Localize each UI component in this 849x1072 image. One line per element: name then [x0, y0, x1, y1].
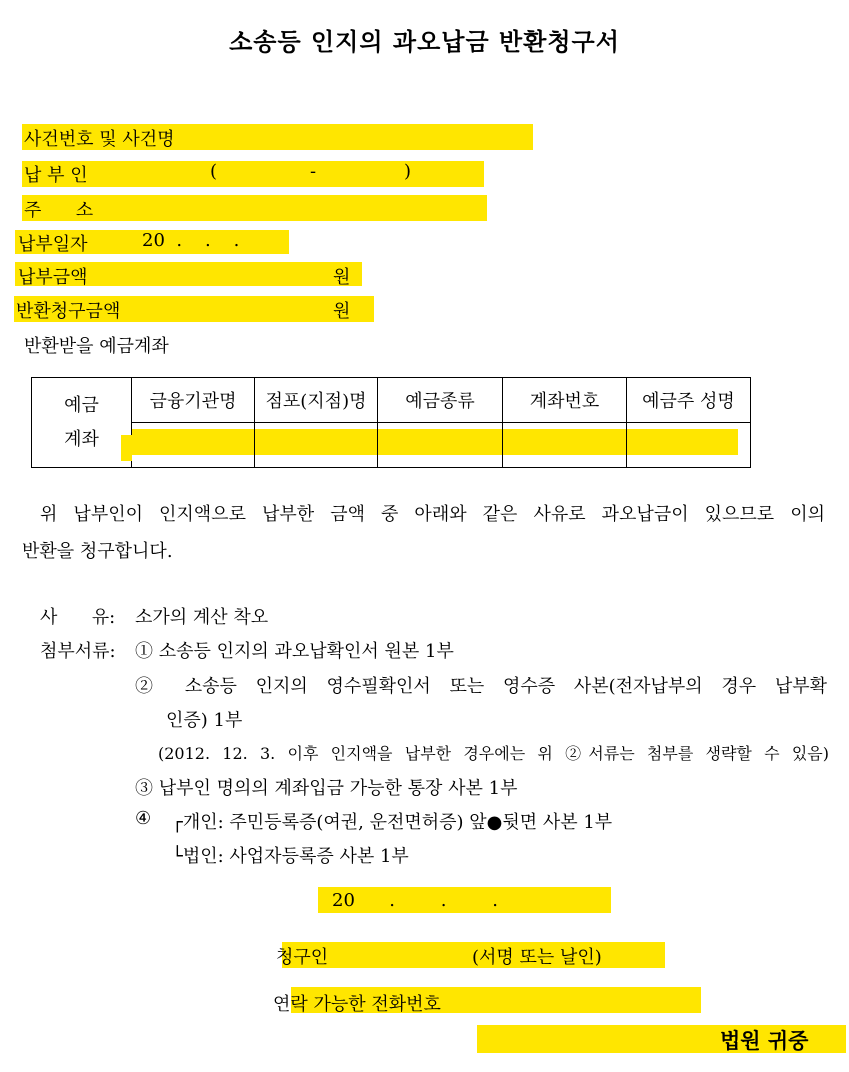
payer-highlight: [22, 161, 484, 187]
account-row-header-2: 계좌: [64, 428, 99, 450]
court-addressee: 법원 귀중: [720, 1029, 809, 1053]
account-row-header-1: 예금: [64, 394, 99, 416]
page-title: 소송등 인지의 과오납금 반환청구서: [229, 28, 620, 56]
attach-note: (2012. 12. 3. 이후 인지액을 납부한 경우에는 위 ②서류는 첨부를 생략할 수 있음): [158, 744, 829, 763]
case-label: 사건번호 및 사건명: [24, 129, 175, 150]
attach-label: 첨부서류:: [40, 641, 116, 662]
header-holder-name: 예금주 성명: [627, 378, 751, 423]
claimant-sign: (서명 또는 날인): [472, 947, 602, 968]
attach-item-4-individual: ┌개인: 주민등록증(여권, 운전면허증) 앞●뒷면 사본 1부: [172, 812, 613, 833]
header-account-number: 계좌번호: [503, 378, 627, 423]
cell-branch[interactable]: [255, 423, 378, 468]
date-field: 20 . . .: [332, 890, 498, 911]
pay-date-value: 20 . . .: [142, 230, 240, 251]
account-table: [31, 377, 751, 468]
address-label: 주 소: [24, 200, 94, 221]
attach-item-1: ① 소송등 인지의 과오납확인서 원본 1부: [135, 641, 454, 662]
account-row-highlight-lead: [121, 435, 132, 461]
attach-item-2-line-1: ② 소송등 인지의 영수필확인서 또는 영수증 사본(전자납부의 경우 납부확: [135, 676, 827, 697]
attach-item-2-line-2: 인증) 1부: [166, 710, 243, 731]
account-row-header: [32, 378, 132, 468]
cell-deposit-type[interactable]: [378, 423, 503, 468]
cell-account-number[interactable]: [503, 423, 627, 468]
account-intro: 반환받을 예금계좌: [24, 336, 169, 357]
attach-item-3: ③ 납부인 명의의 계좌입금 가능한 통장 사본 1부: [135, 778, 518, 799]
reason-label: 사 유:: [40, 607, 116, 628]
body-paragraph-line-2: 반환을 청구합니다.: [22, 541, 173, 562]
payer-paren-open: (: [210, 161, 218, 182]
cell-bank[interactable]: [132, 423, 255, 468]
reason-value: 소가의 계산 착오: [135, 607, 269, 628]
claimant-label: 청구인: [276, 947, 329, 968]
header-branch: 점포(지점)명: [255, 378, 378, 423]
phone-label: 연락 가능한 전화번호: [273, 994, 441, 1015]
refund-amount-label: 반환청구금액: [16, 301, 121, 322]
attach-item-4-corporate: └법인: 사업자등록증 사본 1부: [172, 846, 409, 867]
pay-amount-unit: 원: [333, 267, 351, 288]
body-paragraph-line-1: 위 납부인이 인지액으로 납부한 금액 중 아래와 같은 사유로 과오납금이 있으므로 이의: [40, 504, 825, 525]
refund-amount-unit: 원: [333, 301, 351, 322]
header-bank: 금융기관명: [132, 378, 255, 423]
attach-item-4-number: ④: [135, 808, 152, 829]
pay-amount-label: 납부금액: [18, 267, 88, 288]
payer-paren-close: ): [404, 161, 412, 182]
cell-holder-name[interactable]: [627, 423, 751, 468]
payer-label: 납 부 인: [24, 165, 88, 186]
payer-dash: -: [310, 161, 317, 182]
header-deposit-type: 예금종류: [378, 378, 503, 423]
pay-date-label: 납부일자: [18, 234, 88, 255]
